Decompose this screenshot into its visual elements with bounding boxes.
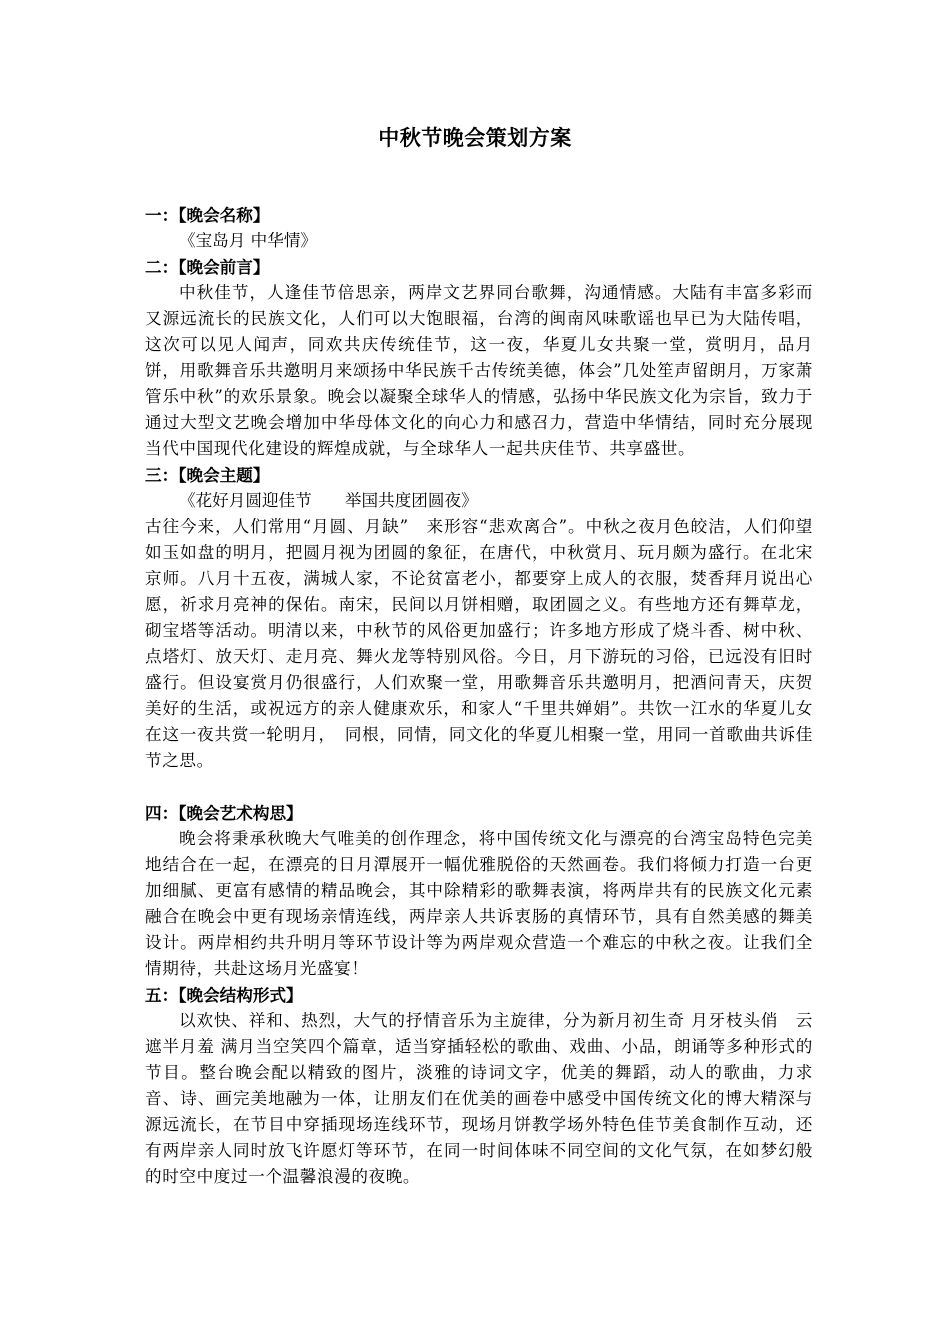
section-heading-artistic-concept: 四：【晚会艺术构思】 (145, 803, 303, 823)
structure-format-paragraph: 以欢快、祥和、热烈，大气的抒情音乐为主旋律，分为新月初生奇 月牙枝头俏 云遮半月羞 满月当空笑四个篇章，适当穿插轻松的歌曲、戏曲、小品，朗诵等多种形式的节目。整台晚会配以精致的图片，淡雅的诗词文字，优美的舞蹈，动人的歌曲，力求音、诗、画完美地融为一体，让朋友们在优美的画卷中感受中国传统文化的博大精深与源远流长，在节目中穿插现场连线环节，现场月饼教学场外特色佳节美食制作互动，还有两岸亲人同时放飞许愿灯等环节，在同一时间体味不同空间的文化气氛，在如梦幻般的时空中度过一个温馨浪漫的夜晚。 (145, 1011, 813, 1186)
section-spacer (145, 774, 813, 800)
document-title: 中秋节晚会策划方案 (378, 125, 572, 150)
event-name-text: 《宝岛月 中华情》 (179, 231, 318, 250)
document-body (145, 202, 813, 1190)
section-heading-event-name: 一：【晚会名称】 (145, 205, 270, 225)
section-heading-theme: 三：【晚会主题】 (145, 465, 270, 485)
preface-paragraph: 中秋佳节，人逢佳节倍思亲，两岸文艺界同台歌舞，沟通情感。大陆有丰富多彩而又源远流长的民族文化，人们可以大饱眼福，台湾的闽南风味歌谣也早已为大陆传唱，这次可以见人闻声，同欢共庆传统佳节，这一夜，华夏儿女共聚一堂，赏明月，品月饼，用歌舞音乐共邀明月来颂扬中华民族千古传统美德，体会”几处笙声留朗月，万家萧管乐中秋”的欢乐景象。晚会以凝聚全球华人的情感，弘扬中华民族文化为宗旨，致力于通过大型文艺晚会增加中华母体文化的向心力和感召力，营造中华情结，同时充分展现当代中国现代化建设的辉煌成就，与全球华人一起共庆佳节、共享盛世。 (145, 283, 813, 458)
section-heading-preface: 二：【晚会前言】 (145, 257, 270, 277)
artistic-concept-paragraph: 晚会将秉承秋晚大气唯美的创作理念，将中国传统文化与漂亮的台湾宝岛特色完美地结合在一起，在漂亮的日月潭展开一幅优雅脱俗的天然画卷。我们将倾力打造一台更加细腻、更富有感情的精品晚会，其中除精彩的歌舞表演，将两岸共有的民族文化元素融合在晚会中更有现场亲情连线，两岸亲人共诉衷肠的真情环节，具有自然美感的舞美设计。两岸相约共升明月等环节设计等为两岸观众营造一个难忘的中秋之夜。让我们全情期待，共赴这场月光盛宴！ (145, 829, 813, 978)
theme-title-text: 《花好月圆迎佳节 举国共度团圆夜》 (179, 491, 478, 510)
section-heading-structure-format: 五：【晚会结构形式】 (145, 985, 303, 1005)
theme-paragraph: 古往今来，人们常用“月圆、月缺” 来形容“悲欢离合”。中秋之夜月色皎洁，人们仰望如玉如盘的明月，把圆月视为团圆的象征，在唐代，中秋赏月、玩月颇为盛行。在北宋京师。八月十五夜，满城人家，不论贫富老小，都要穿上成人的衣服，焚香拜月说出心愿，祈求月亮神的保佑。南宋，民间以月饼相赠，取团圆之义。有些地方还有舞草龙，砌宝塔等活动。明清以来，中秋节的风俗更加盛行；许多地方形成了烧斗香、树中秋、点塔灯、放天灯、走月亮、舞火龙等特别风俗。今日，月下游玩的习俗，已远没有旧时盛行。但设宴赏月仍很盛行，人们欢聚一堂，用歌舞音乐共邀明月，把酒问青天，庆贺美好的生活，或祝远方的亲人健康欢乐，和家人“千里共婵娟”。共饮一江水的华夏儿女在这一夜共赏一轮明月， 同根，同情，同文化的华夏儿相聚一堂，用同一首歌曲共诉佳节之思。 (145, 517, 813, 770)
